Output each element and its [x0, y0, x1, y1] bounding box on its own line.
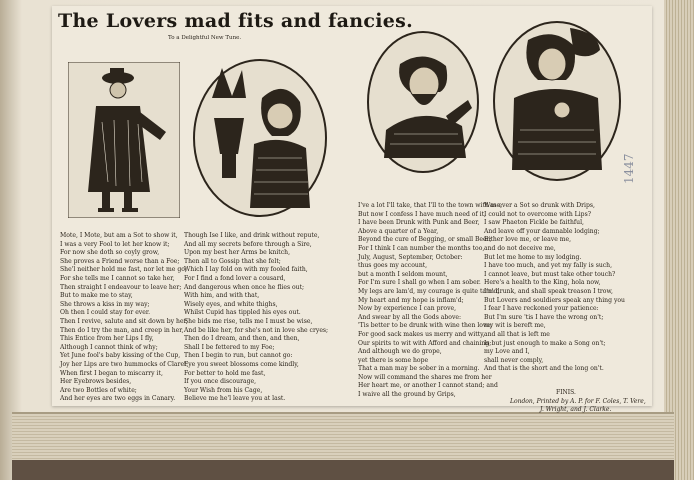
verse-line: I was a very Fool to let her know it; — [60, 240, 170, 248]
verse-line: Here's a health to the King, hola now, — [484, 279, 601, 287]
imprint-line-1: London, Printed by A. P. for F. Coles, T. Vere, — [510, 398, 646, 405]
verse-line: Either love me, or leave me, — [484, 236, 572, 244]
verse-line: Whilst Cupid has tippled his eyes out. — [184, 309, 301, 317]
verse-line: I have too much, and yet my fally is such, — [484, 262, 613, 270]
verse-line: Is but just enough to make a Song on't; — [484, 339, 606, 347]
verse-line: She throws a kiss in my way; — [60, 300, 150, 308]
ballad-subtitle: To a Delightful New Tune. — [168, 35, 242, 41]
verse-line: I saw Phaeton Fickle be faithful, — [484, 219, 584, 227]
verse-line: And swear by all the Gods above: — [358, 313, 462, 321]
verse-line: Believe me he'l leave you at last. — [184, 395, 286, 403]
verse-line: I could not to overcome with Lips? — [484, 210, 591, 218]
verse-column-2 — [184, 232, 328, 404]
verse-line: With him, and with that, — [184, 292, 260, 300]
verse-line: Her Eyebrows besides, — [60, 378, 132, 386]
verse-line: And leave off your damnable lodging; — [484, 227, 600, 235]
verse-line: Joy her Lips are two hummocks of Claret, — [60, 360, 189, 368]
verse-line: Though Ise I like, and drink without repute, — [184, 232, 320, 239]
verse-line: If you once discourage, — [184, 378, 257, 386]
verse-line: For she tells me I cannot so take her, — [60, 274, 175, 282]
verse-line: But let me home to my lodging. — [484, 253, 582, 261]
verse-line: Beyond the cure of Begging, or small Beer; — [358, 236, 492, 244]
verse-line: Now will command the shares me from her — [358, 373, 492, 381]
verse-line: Are two Bottles of white; — [60, 386, 137, 394]
verse-line: For I think I can number the months too, — [358, 244, 485, 252]
woodcut-bearded-man-icon — [366, 30, 480, 174]
verse-line: Then all to Gossip that she felt; — [184, 257, 281, 265]
verse-line: Above a quarter of a Year, — [358, 227, 439, 235]
verse-line: I've a lot I'll take, that I'll to the town with me, — [358, 202, 503, 209]
verse-line: Then straight I endeavour to leave her; — [60, 283, 182, 291]
verse-line: and do not deceive me, — [484, 244, 556, 252]
verse-line: For I find a fond lover a cousard, — [184, 274, 286, 282]
verse-line: But now I confess I have much need of it, — [358, 210, 486, 218]
verse-line: Then do I try the man, and creep in her, — [60, 326, 184, 334]
verse-line: July, August, September, October: — [358, 253, 463, 261]
verse-line: Wisely eyes, and white thighs, — [184, 300, 278, 308]
verse-line: For good sack makes us merry and witty, — [358, 330, 485, 338]
verse-line: I cannot leave, but must take other touch? — [484, 270, 616, 278]
woodcut-lady-urn-icon — [192, 58, 328, 218]
verse-line: I'm drunk, and shall speak treason I trow, — [484, 287, 613, 295]
page-stack-bottom — [12, 412, 674, 480]
verse-line: And be like her, for she's not in love she cryes; — [184, 326, 329, 334]
verse-line: Then I revive, salute and sit down by her, — [60, 317, 188, 325]
verse-line: And although we do grope, — [358, 348, 442, 356]
verse-line: I fear I have reckoned your patience: — [484, 305, 599, 313]
verse-line: She'l neither hold me fast, nor let me go, — [60, 266, 187, 274]
verse-line: But Lovers and souldiers speak any thing you — [484, 296, 625, 304]
verse-line: Yet June fool's baby kissing of the Cup, — [60, 352, 181, 360]
verse-column-4 — [484, 202, 625, 374]
verse-line: Which I lay fold on with my fooled faith, — [184, 266, 308, 274]
woodcut-man-icon — [68, 62, 180, 218]
verse-line: Then I begin to run, but cannot go: — [184, 352, 293, 360]
verse-line: thus goes my account, — [358, 262, 428, 270]
verse-line: And that is the short and the long on't. — [484, 365, 604, 373]
verse-line: That a man may be sober in a morning. — [358, 365, 480, 373]
verse-column-3 — [358, 202, 502, 400]
verse-line: But to make me to stay, — [60, 292, 133, 300]
verse-line: my Love and I, — [484, 348, 530, 356]
verse-line: Our spirits to wit with Afford and chaining; — [358, 339, 492, 347]
verse-line: I have been Drunk with Punk and Beer, — [358, 219, 480, 227]
verse-line: shall never comply, — [484, 356, 544, 364]
verse-line: My heart and my hope is inflam'd; — [358, 296, 464, 304]
verse-line: Mote, I Mote, but am a Sot to show it, — [60, 232, 178, 239]
verse-line: For now she doth so coyly grow, — [60, 249, 160, 257]
verse-line: Fye you sweet blossoms come kindly, — [184, 360, 299, 368]
verse-line: And all my secrets before through a Sire, — [184, 240, 312, 248]
verse-line: Oh then I could stay for ever. — [60, 309, 151, 317]
page-stack-right — [664, 0, 694, 480]
verse-line: and all that is left me — [484, 330, 550, 338]
verse-line: Your Wish from his Cage, — [184, 386, 263, 394]
verse-line: She proves a Friend worse than a Foe; — [60, 257, 180, 265]
verse-column-1 — [60, 232, 188, 404]
imprint-line-2: J. Wright, and J. Clarke. — [540, 406, 612, 414]
verse-line: Her heart me, or another I cannot stand; and — [358, 382, 498, 390]
verse-line: my wit is bereft me, — [484, 322, 546, 330]
verse-line: But I'm sure 'tis I have the wrong on't; — [484, 313, 604, 321]
verse-line: For I'm sure I shall go when I am sober. — [358, 279, 481, 287]
verse-line: Shall I be fettered to my Foe; — [184, 343, 275, 351]
previous-page-bleed — [60, 0, 660, 8]
verse-line: My legs are lam'd, my courage is quite tam'd, — [358, 287, 500, 295]
finis-mark: FINIS. — [556, 389, 576, 396]
woodcut-lady-flowers-icon — [492, 20, 622, 182]
verse-line: And her eyes are two eggs in Canary. — [60, 395, 176, 403]
verse-line: When first I began to miscarry it, — [60, 369, 163, 377]
verse-line: Upon my best her Arms be knitch, — [184, 249, 291, 257]
verse-line: And dangerous when once he flies out; — [184, 283, 305, 291]
shelfmark-pencil: 1447 — [622, 153, 636, 184]
verse-line: but a month I seldom mount, — [358, 270, 448, 278]
verse-line: Although I cannot think of why; — [60, 343, 158, 351]
verse-line: For better to hold me fast, — [184, 369, 266, 377]
ballad-title: The Lovers mad fits and fancies. — [58, 10, 414, 32]
printer-imprint — [510, 398, 646, 415]
verse-line: Was ever a Sot so drunk with Drips, — [484, 202, 595, 209]
verse-line: She bids me rise, tells me I must be wise, — [184, 317, 313, 325]
verse-line: I waive all the ground by Grips, — [358, 391, 456, 399]
verse-line: This Entice from her Lips I fly, — [60, 335, 154, 343]
verse-line: 'Tis better to be drunk with wine then love; — [358, 322, 493, 330]
verse-line: yet there is some hope — [358, 356, 429, 364]
verse-line: Then do I dream, and then, and then, — [184, 335, 300, 343]
verse-line: Now by experience I can prove, — [358, 305, 457, 313]
